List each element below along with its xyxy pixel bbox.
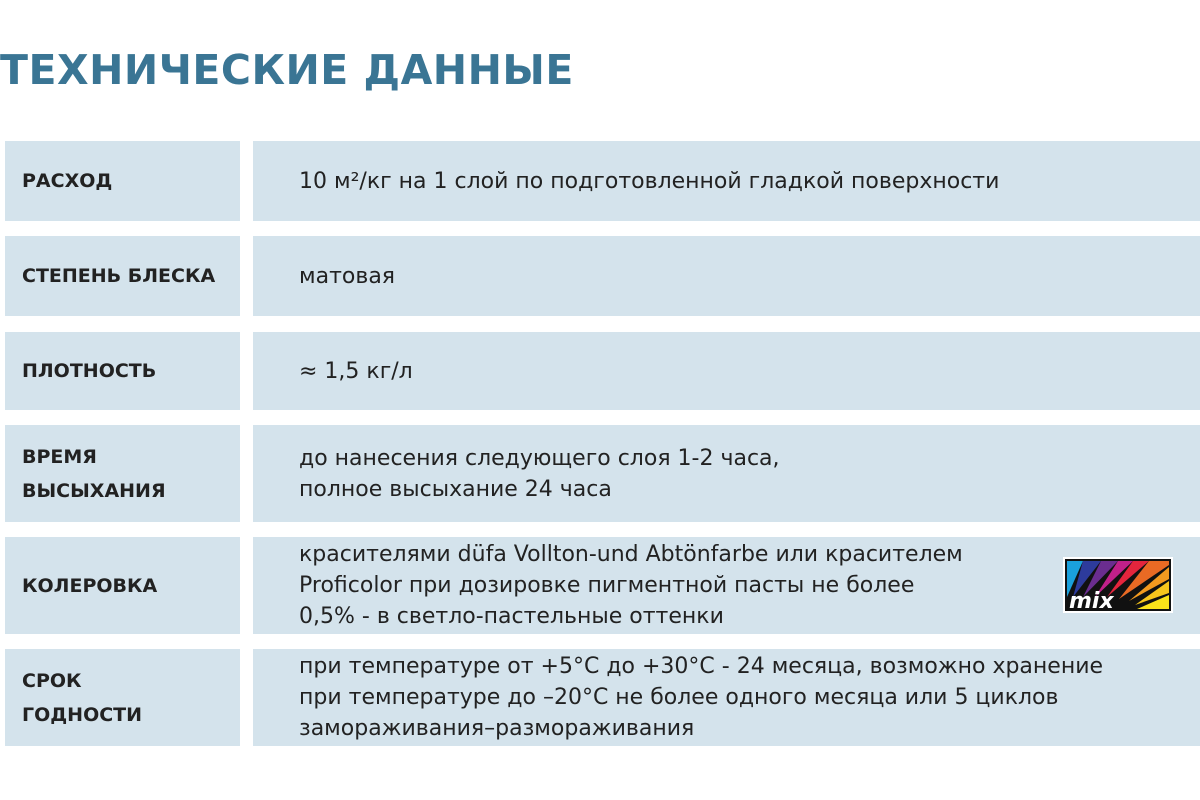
spec-value (253, 649, 1200, 746)
spec-value (253, 537, 1200, 634)
spec-label (5, 425, 240, 522)
spec-value-text: красителями düfa Vollton-und Abtönfarbe или красителем Proficolor при дозировке пигментной пасты не более 0,5% - в светло-пастельные оттенки (299, 542, 963, 629)
spec-value (253, 425, 1200, 522)
spec-row-drying-time (0, 425, 1200, 522)
spec-label (5, 236, 240, 316)
color-fan-mix-logo-icon (1063, 557, 1173, 613)
spec-value-text: ≈ 1,5 кг/л (299, 358, 413, 384)
spec-label (5, 332, 240, 410)
spec-value-text: при температуре от +5°С до +30°С - 24 месяца, возможно хранение при температуре до –20°С не более одного месяца или 5 циклов замораживания–размораживания (299, 654, 1104, 741)
spec-label-text: СТЕПЕНЬ БЛЕСКА (22, 265, 216, 287)
spec-label-text: СРОК ГОДНОСТИ (22, 669, 143, 726)
spec-value-text: до нанесения следующего слоя 1-2 часа, полное высыхание 24 часа (299, 445, 780, 502)
spec-value (253, 332, 1200, 410)
spec-label (5, 649, 240, 746)
spec-value (253, 236, 1200, 316)
spec-value-text: матовая (299, 263, 396, 289)
spec-row-consumption (0, 141, 1200, 221)
page-title: ТЕХНИЧЕСКИЕ ДАННЫЕ (0, 46, 574, 94)
spec-label-text: КОЛЕРОВКА (22, 574, 158, 597)
spec-value-text: 10 м²/кг на 1 слой по подготовленной гладкой поверхности (299, 168, 1000, 194)
spec-row-tinting (0, 537, 1200, 634)
spec-label-text: РАСХОД (22, 170, 113, 192)
spec-label (5, 141, 240, 221)
spec-value (253, 141, 1200, 221)
spec-label-text: ВРЕМЯ ВЫСЫХАНИЯ (22, 445, 166, 502)
spec-row-shelf-life (0, 649, 1200, 746)
spec-label-text: ПЛОТНОСТЬ (22, 360, 157, 382)
spec-row-density (0, 332, 1200, 410)
mix-logo-text: mix (1069, 589, 1114, 613)
spec-label (5, 537, 240, 634)
spec-row-gloss (0, 236, 1200, 316)
